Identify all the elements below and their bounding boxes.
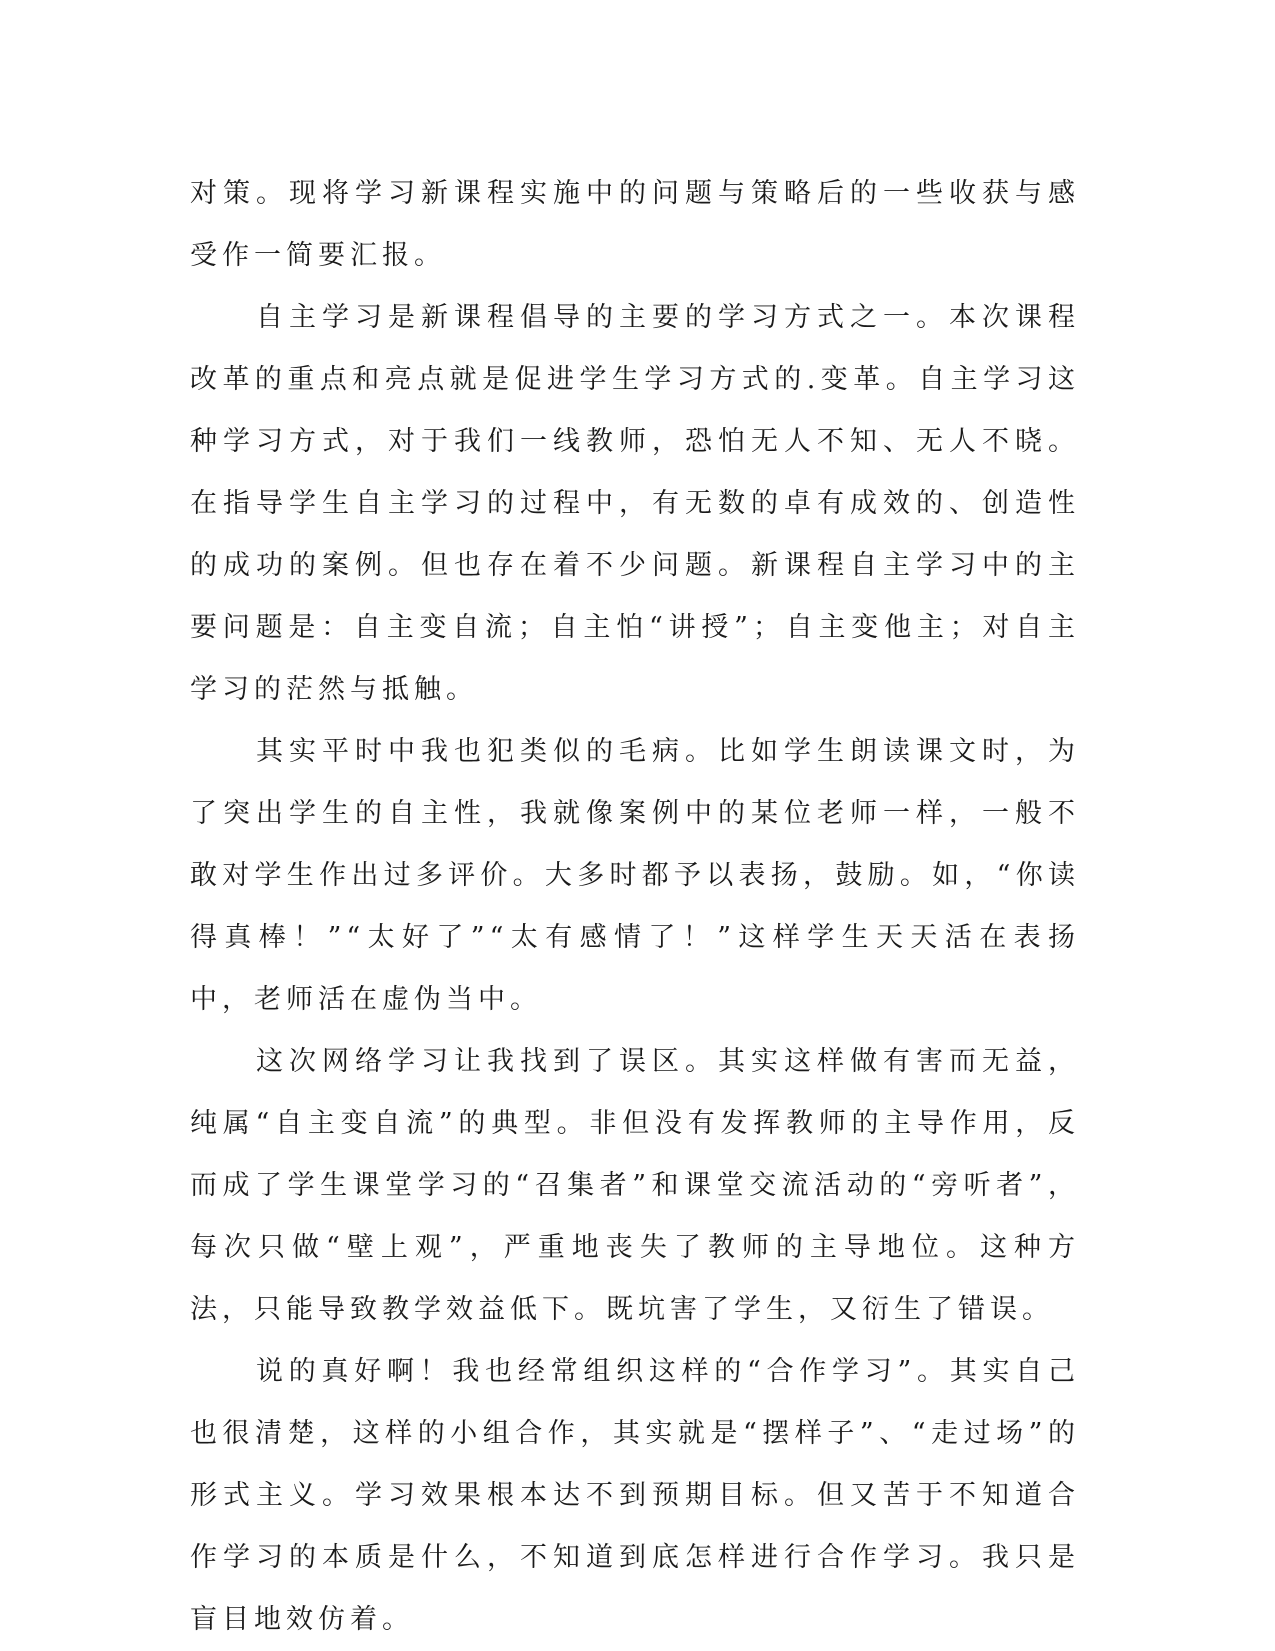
paragraph-autonomous-learning: 自主学习是新课程倡导的主要的学习方式之一。本次课程改革的重点和亮点就是促进学生学习方式的.变革。自主学习这种学习方式，对于我们一线教师，恐怕无人不知、无人不晓。在指导学生自主学习的过程中，有无数的卓有成效的、创造性的成功的案例。但也存在着不少问题。新课程自主学习中的主要问题是：自主变自流；自主怕“讲授”；自主变他主；对自主学习的茫然与抵触。: [190, 302, 1080, 705]
paragraph-online-learning: 这次网络学习让我找到了误区。其实这样做有害而无益，纯属“自主变自流”的典型。非但没有发挥教师的主导作用，反而成了学生课堂学习的“召集者”和课堂交流活动的“旁听者”，每次只做“壁上观”，严重地丧失了教师的主导地位。这种方法，只能导致教学效益低下。既坑害了学生，又衍生了错误。: [190, 1046, 1080, 1325]
paragraph-personal-reflection: 其实平时中我也犯类似的毛病。比如学生朗读课文时，为了突出学生的自主性，我就像案例中的某位老师一样，一般不敢对学生作出过多评价。大多时都予以表扬，鼓励。如，“你读得真棒！”“太好了”“太有感情了！”这样学生天天活在表扬中，老师活在虚伪当中。: [190, 736, 1080, 1015]
paragraph-cooperative-learning: 说的真好啊！我也经常组织这样的“合作学习”。其实自己也很清楚，这样的小组合作，其实就是“摆样子”、“走过场”的形式主义。学习效果根本达不到预期目标。但又苦于不知道合作学习的本质是什么，不知道到底怎样进行合作学习。我只是盲目地效仿着。: [190, 1356, 1080, 1635]
paragraph-continuation: 对策。现将学习新课程实施中的问题与策略后的一些收获与感受作一简要汇报。: [190, 178, 1080, 271]
document-body: [190, 163, 1080, 1651]
